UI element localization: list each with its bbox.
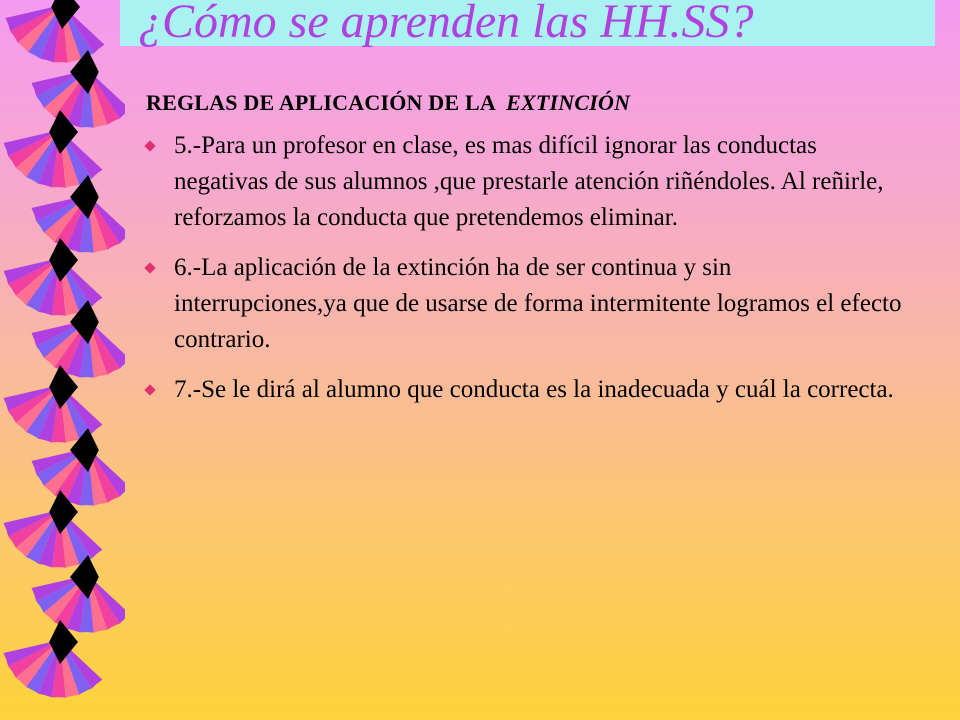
diamond-bullet-icon <box>144 140 155 151</box>
fan-icon <box>32 555 126 633</box>
bullet-item <box>146 372 906 408</box>
slide-content <box>146 88 906 422</box>
heading-emphasis: EXTINCIÓN <box>506 90 631 115</box>
fan-icon <box>32 50 126 128</box>
bullet-text: 5.-Para un profesor en clase, es mas difícil ignorar las conductas negativas de sus alumnos ,que prestarle atención riñéndoles. Al reñirle, reforzamos la conducta que pretendemos eliminar. <box>174 132 884 231</box>
section-heading <box>146 88 906 118</box>
slide-title: ¿Cómo se aprenden las HH.SS? <box>138 0 754 48</box>
heading-text: REGLAS DE APLICACIÓN DE LA <box>146 90 495 115</box>
diamond-bullet-icon <box>144 262 155 273</box>
bullet-text: 6.-La aplicación de la extinción ha de ser continua y sin interrupciones,ya que de usarse de forma intermitente logramos el efecto contrario. <box>174 254 902 353</box>
bullet-item <box>146 128 906 236</box>
bullet-text: 7.-Se le dirá al alumno que conducta es la inadecuada y cuál la correcta. <box>174 376 894 403</box>
bullet-list <box>146 128 906 408</box>
diamond-bullet-icon <box>144 384 155 395</box>
fan-icon <box>32 175 126 253</box>
bullet-item <box>146 250 906 358</box>
fan-decoration <box>0 0 125 720</box>
